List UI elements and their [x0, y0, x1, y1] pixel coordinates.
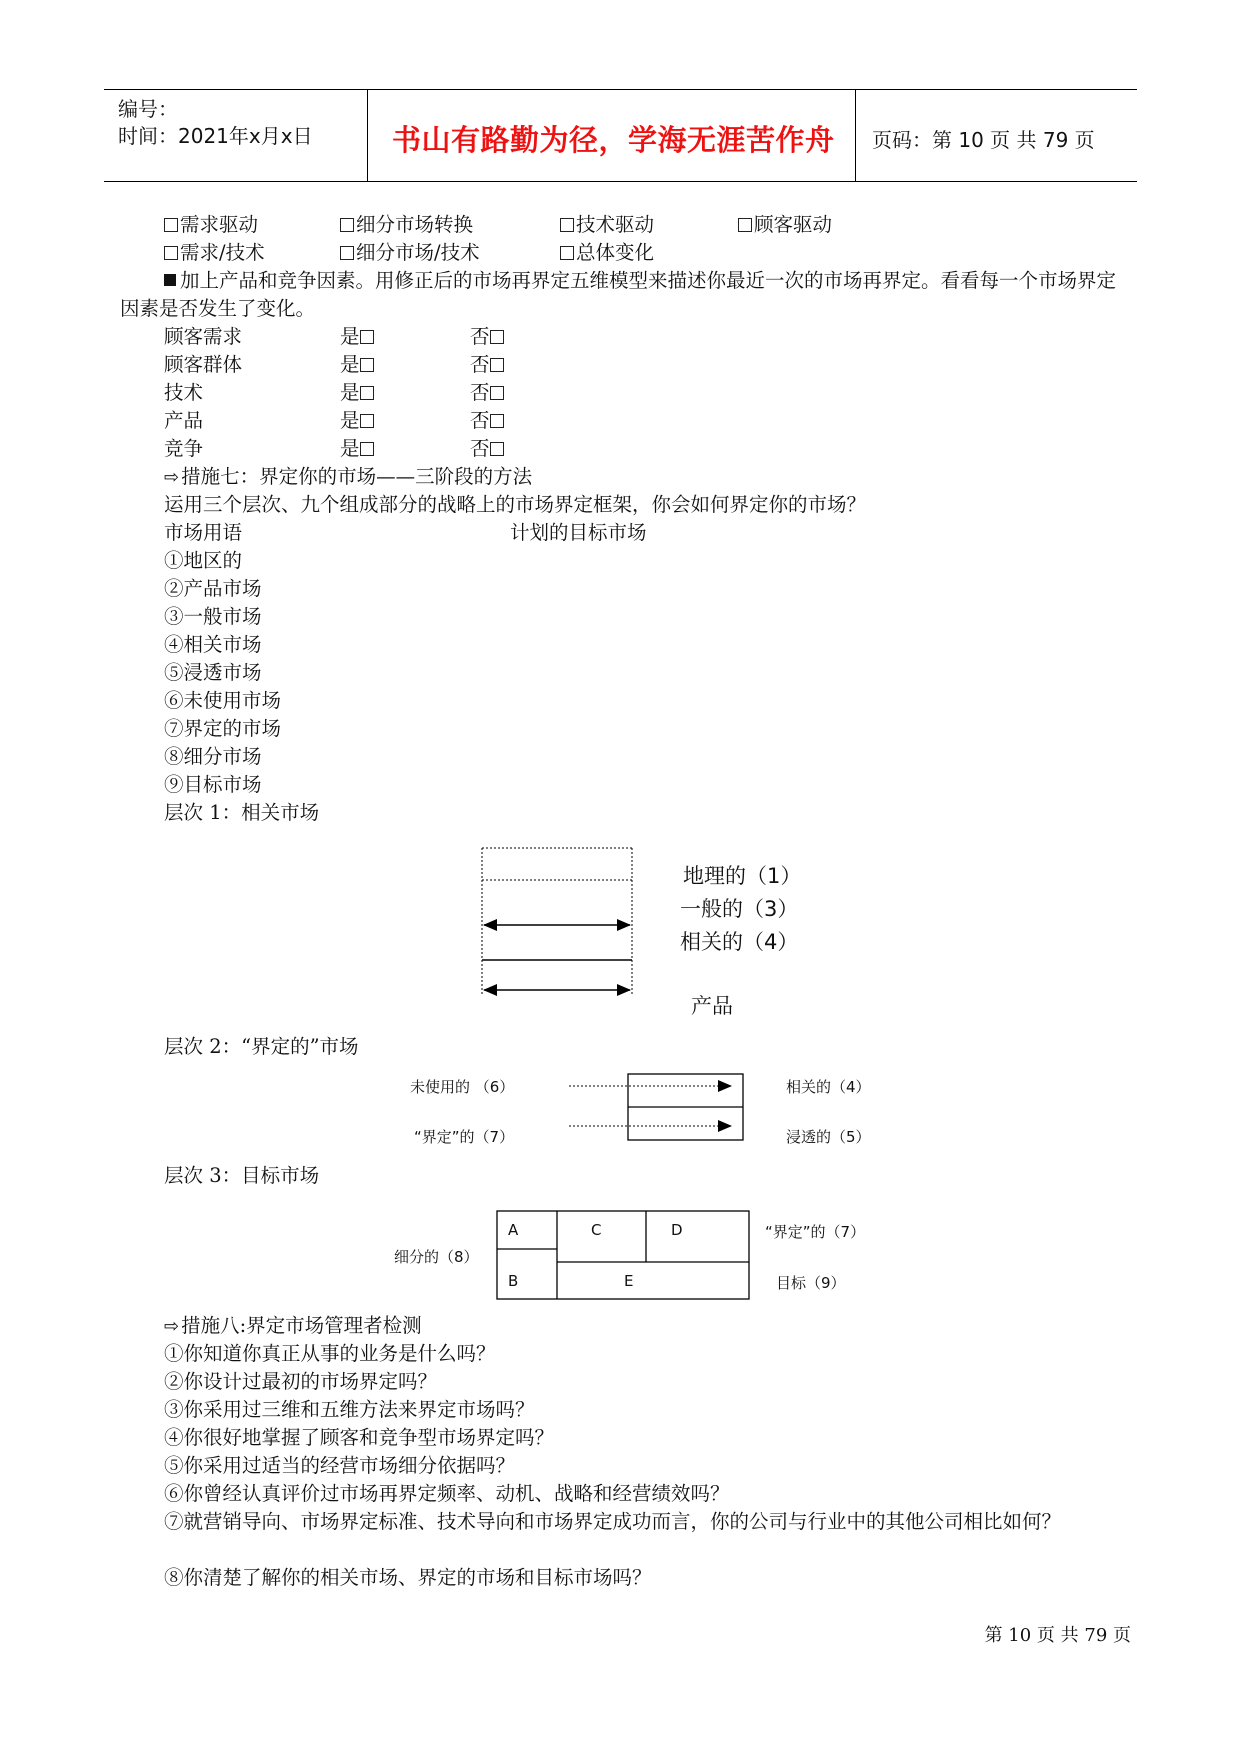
checkbox-icon[interactable] — [738, 218, 752, 232]
list-item: ⑤浸透市场 — [164, 661, 262, 684]
filled-square-bullet-icon — [164, 274, 176, 286]
yes-option[interactable]: 是 — [340, 351, 376, 379]
factor-label: 技术 — [164, 381, 204, 404]
measure7-title: ⇨ 措施七：界定你的市场——三阶段的方法 — [164, 465, 533, 488]
option-overall-change[interactable]: 总体变化 — [560, 239, 654, 267]
no-option[interactable]: 否 — [470, 435, 506, 463]
checkbox-icon[interactable] — [490, 442, 504, 456]
checkbox-icon[interactable] — [490, 358, 504, 372]
header-page-indicator: 页码：第 10 页 共 79 页 — [872, 128, 1095, 152]
no-option[interactable]: 否 — [470, 379, 506, 407]
option-customer-driven[interactable]: 顾客驱动 — [738, 211, 832, 239]
factor-row — [164, 323, 490, 351]
list-item: ②你设计过最初的市场界定吗？ — [164, 1370, 438, 1393]
level3-outer-box — [497, 1211, 749, 1299]
list-item: ③你采用过三维和五维方法来界定市场吗？ — [164, 1398, 535, 1421]
factor-row — [164, 379, 490, 407]
measure7-column-left: 市场用语 — [164, 521, 243, 544]
yes-option[interactable]: 是 — [340, 323, 376, 351]
level2-heading: 层次 2：“界定的”市场 — [164, 1035, 359, 1058]
factor-row — [164, 435, 490, 463]
level3-cell-b: B — [508, 1272, 519, 1290]
level1-label-general: 一般的（3） — [680, 897, 799, 921]
header-divider-right — [855, 89, 856, 182]
list-item: ⑧细分市场 — [164, 745, 262, 768]
document-number-label: 编号： — [118, 97, 178, 121]
option-demand-driven[interactable]: 需求驱动 — [164, 211, 258, 239]
option-demand-technology[interactable]: 需求/技术 — [164, 239, 265, 267]
hollow-arrow-icon: ⇨ — [164, 467, 180, 488]
level3-cell-a: A — [508, 1221, 519, 1239]
list-item: ①你知道你真正从事的业务是什么吗？ — [164, 1342, 496, 1365]
level3-label-segmented: 细分的（8） — [394, 1248, 479, 1266]
list-item: ②产品市场 — [164, 577, 262, 600]
level2-label-related: 相关的（4） — [786, 1078, 871, 1096]
list-item: ⑥你曾经认真评价过市场再界定频率、动机、战略和经营绩效吗？ — [164, 1482, 730, 1505]
level1-heading: 层次 1：相关市场 — [164, 801, 320, 824]
yes-option[interactable]: 是 — [340, 379, 376, 407]
list-item: ⑤你采用过适当的经营市场细分依据吗？ — [164, 1454, 516, 1477]
level2-label-defined: “界定”的（7） — [414, 1128, 515, 1146]
header-divider-left — [367, 89, 368, 182]
checkbox-icon[interactable] — [560, 246, 574, 260]
checkbox-icon[interactable] — [360, 442, 374, 456]
header-motto: 书山有路勤为径，学海无涯苦作舟 — [392, 123, 835, 157]
factor-row — [164, 351, 490, 379]
measure8-title: ⇨ 措施八:界定市场管理者检测 — [164, 1314, 422, 1337]
list-item: ⑦界定的市场 — [164, 717, 282, 740]
factor-label: 竞争 — [164, 437, 204, 460]
level1-diagram — [476, 840, 646, 1000]
level1-label-geographic: 地理的（1） — [683, 864, 802, 888]
checkbox-icon[interactable] — [490, 386, 504, 400]
factor-label: 顾客需求 — [164, 325, 243, 348]
checkbox-icon[interactable] — [490, 330, 504, 344]
option-segment-technology[interactable]: 细分市场/技术 — [340, 239, 480, 267]
list-item: ①地区的 — [164, 549, 243, 572]
level3-heading: 层次 3：目标市场 — [164, 1164, 320, 1187]
level1-label-related: 相关的（4） — [680, 930, 799, 954]
checkbox-icon[interactable] — [360, 386, 374, 400]
checkbox-icon[interactable] — [360, 358, 374, 372]
intro-paragraph: 加上产品和竞争因素。用修正后的市场再界定五维模型来描述你最近一次的市场再界定。看看每一个市场界定因素是否发生了变化。 — [120, 269, 1117, 320]
checkbox-icon[interactable] — [560, 218, 574, 232]
option-technology-driven[interactable]: 技术驱动 — [560, 211, 654, 239]
level3-cell-c: C — [591, 1221, 602, 1239]
list-item: ⑨目标市场 — [164, 773, 262, 796]
list-item: ④相关市场 — [164, 633, 262, 656]
header-bottom-rule — [104, 181, 1137, 182]
no-option[interactable]: 否 — [470, 351, 506, 379]
factor-row — [164, 407, 490, 435]
measure7-column-right: 计划的目标市场 — [510, 521, 647, 544]
yes-option[interactable]: 是 — [340, 435, 376, 463]
level1-label-product: 产品 — [691, 994, 733, 1018]
level3-cell-e: E — [624, 1272, 634, 1290]
list-item: ⑧你清楚了解你的相关市场、界定的市场和目标市场吗？ — [164, 1566, 652, 1589]
checkbox-icon[interactable] — [490, 414, 504, 428]
no-option[interactable]: 否 — [470, 323, 506, 351]
checkbox-icon[interactable] — [340, 218, 354, 232]
checkbox-icon[interactable] — [360, 330, 374, 344]
header-top-rule — [104, 89, 1137, 90]
checkbox-icon[interactable] — [360, 414, 374, 428]
level3-cell-d: D — [671, 1221, 683, 1239]
level3-label-target: 目标（9） — [776, 1274, 846, 1292]
option-segment-shift[interactable]: 细分市场转换 — [340, 211, 473, 239]
level3-label-defined: “界定”的（7） — [765, 1223, 866, 1241]
list-item: ④你很好地掌握了顾客和竞争型市场界定吗？ — [164, 1426, 555, 1449]
document-time-label: 时间：2021年x月x日 — [118, 124, 313, 148]
page-footer: 第 10 页 共 79 页 — [984, 1625, 1131, 1646]
checkbox-icon[interactable] — [340, 246, 354, 260]
no-option[interactable]: 否 — [470, 407, 506, 435]
hollow-arrow-icon: ⇨ — [164, 1316, 180, 1337]
checkbox-icon[interactable] — [164, 246, 178, 260]
list-item: ⑥未使用市场 — [164, 689, 282, 712]
list-item: ③一般市场 — [164, 605, 262, 628]
factor-label: 顾客群体 — [164, 353, 243, 376]
level2-label-penetrated: 浸透的（5） — [786, 1128, 871, 1146]
measure7-question: 运用三个层次、九个组成部分的战略上的市场界定框架，你会如何界定你的市场？ — [164, 493, 867, 516]
checkbox-icon[interactable] — [164, 218, 178, 232]
level2-label-unused: 未使用的 （6） — [410, 1078, 515, 1096]
level2-diagram — [565, 1068, 750, 1148]
factor-label: 产品 — [164, 409, 204, 432]
yes-option[interactable]: 是 — [340, 407, 376, 435]
list-item: ⑦就营销导向、市场界定标准、技术导向和市场界定成功而言，你的公司与行业中的其他公司相比如何？ — [164, 1510, 1062, 1533]
